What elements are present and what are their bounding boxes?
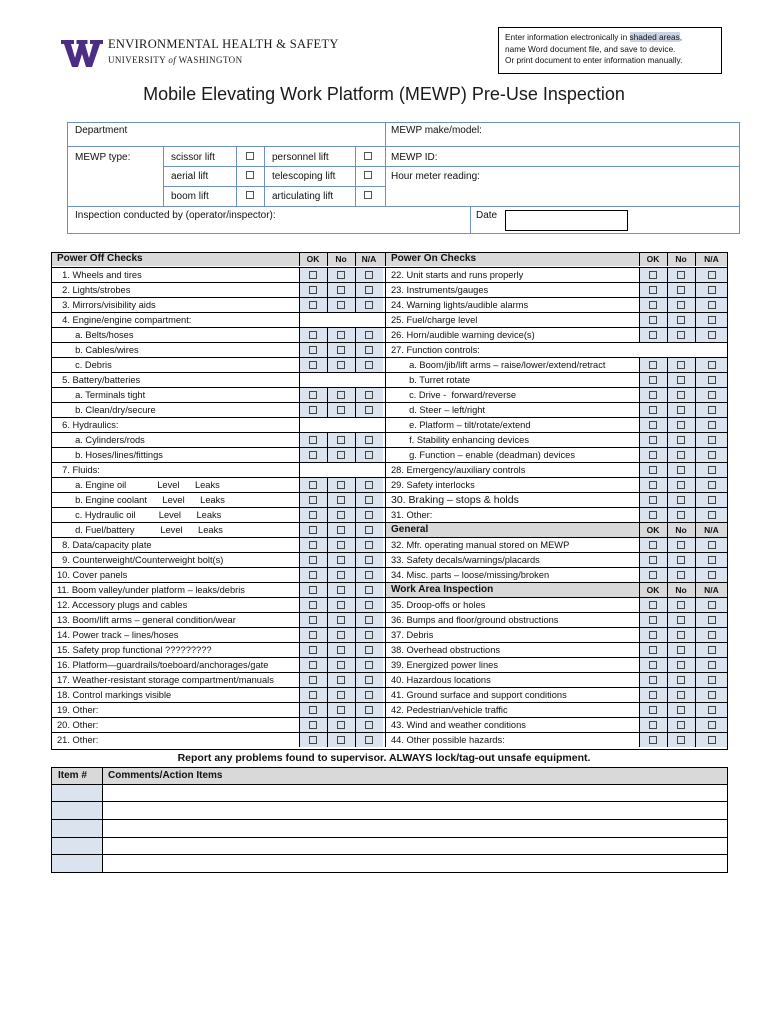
telescoping-lift-label: telescoping lift	[272, 171, 336, 182]
checklist-item-label: 40. Hazardous locations	[391, 675, 491, 685]
section-header: Work Area Inspection	[391, 584, 494, 595]
shaded-areas-highlight: shaded areas	[629, 32, 680, 42]
item-number-cell[interactable]	[52, 785, 102, 801]
checklist-item-label: 4. Engine/engine compartment:	[57, 315, 192, 325]
personnel-lift-checkbox[interactable]	[364, 152, 372, 160]
checklist-item-label: 14. Power track – lines/hoses	[57, 630, 179, 640]
checklist-item-label: d. Fuel/battery Level Leaks	[57, 525, 223, 535]
checklist-item-label: d. Steer – left/right	[391, 405, 486, 415]
telescoping-lift-checkbox[interactable]	[364, 171, 372, 179]
checklist-item-label: 32. Mfr. operating manual stored on MEWP	[391, 540, 570, 550]
checklist-item-label: 11. Boom valley/under platform – leaks/debris	[57, 585, 245, 595]
checklist-item-label: 5. Battery/batteries	[57, 375, 141, 385]
checklist-item-label: 24. Warning lights/audible alarms	[391, 300, 529, 310]
checklist-item-label: e. Platform – tilt/rotate/extend	[391, 420, 531, 430]
checklist-item-label: 2. Lights/strobes	[57, 285, 131, 295]
checklist-item-label: 42. Pedestrian/vehicle traffic	[391, 705, 508, 715]
checklist-item-label: 6. Hydraulics:	[57, 420, 119, 430]
checklist-item-label: 36. Bumps and floor/ground obstructions	[391, 615, 559, 625]
checklist-item-label: 18. Control markings visible	[57, 690, 172, 700]
checklist-item-label: 27. Function controls:	[391, 345, 480, 355]
checklist-item-label: a. Boom/jib/lift arms – raise/lower/extend/retract	[391, 360, 606, 370]
checklist-item-label: c. Debris	[57, 360, 112, 370]
checklist-item-label: 34. Misc. parts – loose/missing/broken	[391, 570, 550, 580]
checklist-item-label: g. Function – enable (deadman) devices	[391, 450, 575, 460]
checklist-item-label: 30. Braking – stops & holds	[391, 494, 519, 506]
no-column-header: No	[675, 585, 687, 595]
comments-table	[51, 767, 728, 873]
item-number-cell[interactable]	[52, 855, 102, 872]
section-header: Power Off Checks	[57, 253, 143, 264]
no-column-header: No	[675, 254, 687, 264]
na-column-header: N/A	[361, 254, 377, 264]
checklist-item-label: 23. Instruments/gauges	[391, 285, 489, 295]
articulating-lift-label: articulating lift	[272, 191, 334, 202]
no-column-header: No	[335, 254, 347, 264]
item-number-cell[interactable]	[52, 802, 102, 819]
checklist-item-label: 38. Overhead obstructions	[391, 645, 501, 655]
checklist-item-label: 28. Emergency/auxiliary controls	[391, 465, 526, 475]
na-column-header: N/A	[704, 525, 719, 535]
checklist-item-label: 13. Boom/lift arms – general condition/wear	[57, 615, 236, 625]
checklist-item-label: 1. Wheels and tires	[57, 270, 142, 280]
checklist-item-label: c. Hydraulic oil Level Leaks	[57, 510, 222, 520]
mewp-id-label: MEWP ID:	[391, 152, 438, 163]
checklist-item-label: 44. Other possible hazards:	[391, 735, 505, 745]
section-header: General	[391, 524, 429, 535]
comments-header: Comments/Action Items	[108, 770, 223, 781]
checklist-item-label: a. Belts/hoses	[57, 330, 134, 340]
item-number-cell[interactable]	[52, 838, 102, 854]
checklist-item-label: a. Terminals tight	[57, 390, 146, 400]
na-column-header: N/A	[704, 254, 719, 264]
page-title: Mobile Elevating Work Platform (MEWP) Pre-Use Inspection	[143, 84, 625, 104]
na-column-header: N/A	[704, 585, 719, 595]
checklist-item-label: b. Cables/wires	[57, 345, 139, 355]
scissor-lift-checkbox[interactable]	[246, 152, 254, 160]
checklist-item-label: 29. Safety interlocks	[391, 480, 475, 490]
checklist-item-label: 8. Data/capacity plate	[57, 540, 152, 550]
no-column-header: No	[675, 525, 687, 535]
checklist-item-label: b. Turret rotate	[391, 375, 471, 385]
item-number-header: Item #	[58, 770, 87, 781]
instructions-notice: Enter information electronically in shaded areas, name Word document file, and save to device. Or print document to enter information manually.	[498, 27, 722, 74]
ok-column-header: OK	[306, 254, 320, 264]
report-notice: Report any problems found to supervisor. ALWAYS lock/tag-out unsafe equipment.	[177, 752, 591, 764]
checklist-item-label: 19. Other:	[57, 705, 99, 715]
org-name: ENVIRONMENTAL HEALTH & SAFETY	[108, 37, 339, 51]
boom-lift-checkbox[interactable]	[246, 191, 254, 199]
section-header: Power On Checks	[391, 253, 477, 264]
checklist-item-label: 26. Horn/audible warning device(s)	[391, 330, 535, 340]
uw-w-logo	[60, 38, 104, 68]
boom-lift-label: boom lift	[171, 191, 209, 202]
checklist-item-label: 22. Unit starts and runs properly	[391, 270, 524, 280]
conducted-by-label: Inspection conducted by (operator/inspector):	[75, 210, 276, 221]
checklist-item-label: 33. Safety decals/warnings/placards	[391, 555, 540, 565]
checklist-item-label: a. Engine oil Level Leaks	[57, 480, 220, 490]
hour-meter-label: Hour meter reading:	[391, 171, 480, 182]
checklist-item-label: b. Hoses/lines/fittings	[57, 450, 163, 460]
checklist-item-label: 31. Other:	[391, 510, 433, 520]
scissor-lift-label: scissor lift	[171, 152, 215, 163]
checklist-item-label: 16. Platform—guardrails/toeboard/anchorages/gate	[57, 660, 269, 670]
checklist-item-label: 39. Energized power lines	[391, 660, 498, 670]
mewp-type-label: MEWP type:	[75, 152, 131, 163]
checklist-item-label: f. Stability enhancing devices	[391, 435, 529, 445]
checklist-item-label: 35. Droop-offs or holes	[391, 600, 486, 610]
personnel-lift-label: personnel lift	[272, 152, 329, 163]
aerial-lift-checkbox[interactable]	[246, 171, 254, 179]
checklist-item-label: 12. Accessory plugs and cables	[57, 600, 188, 610]
ok-column-header: OK	[646, 254, 660, 264]
checklist-item-label: 41. Ground surface and support conditions	[391, 690, 567, 700]
checklist-item-label: 43. Wind and weather conditions	[391, 720, 526, 730]
checklist-item-label: 3. Mirrors/visibility aids	[57, 300, 156, 310]
university-name: UNIVERSITY of WASHINGTON	[108, 55, 243, 65]
checklist-item-label: b. Clean/dry/secure	[57, 405, 156, 415]
date-field[interactable]	[505, 210, 628, 231]
make-model-label: MEWP make/model:	[391, 125, 482, 136]
checklist-item-label: b. Engine coolant Level Leaks	[57, 495, 225, 505]
checklist-item-label: c. Drive - forward/reverse	[391, 390, 517, 400]
item-number-cell[interactable]	[52, 820, 102, 837]
checklist-item-label: 25. Fuel/charge level	[391, 315, 478, 325]
checklist-item-label: 7. Fluids:	[57, 465, 100, 475]
date-label: Date	[476, 210, 498, 221]
checklist-item-label: 10. Cover panels	[57, 570, 128, 580]
checklist-item-label: 15. Safety prop functional ?????????	[57, 645, 212, 655]
checklist-item-label: 9. Counterweight/Counterweight bolt(s)	[57, 555, 224, 565]
ok-column-header: OK	[646, 585, 660, 595]
aerial-lift-label: aerial lift	[171, 171, 209, 182]
department-label: Department	[75, 125, 128, 136]
checklist-item-label: 37. Debris	[391, 630, 434, 640]
checklist-item-label: 20. Other:	[57, 720, 99, 730]
checklist-item-label: 21. Other:	[57, 735, 99, 745]
checklist-item-label: 17. Weather-resistant storage compartment/manuals	[57, 675, 274, 685]
ok-column-header: OK	[646, 525, 660, 535]
checklist-item-label: a. Cylinders/rods	[57, 435, 145, 445]
articulating-lift-checkbox[interactable]	[364, 191, 372, 199]
